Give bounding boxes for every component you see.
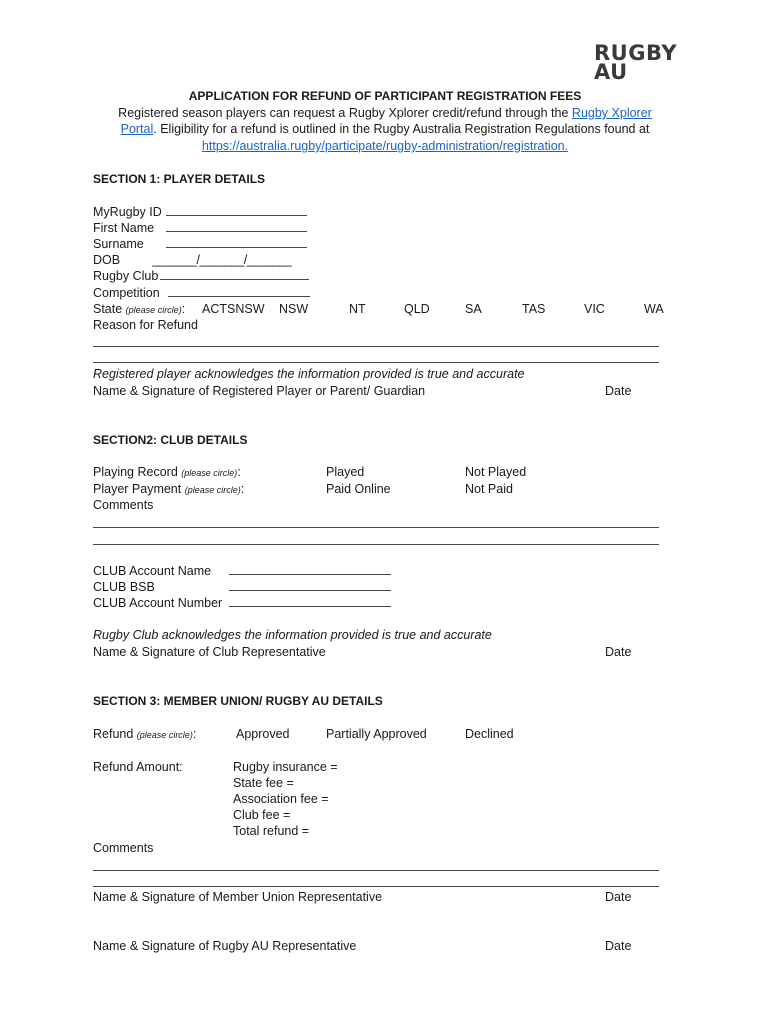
- section1-heading: SECTION 1: PLAYER DETAILS: [93, 172, 266, 186]
- state-option-actnsw[interactable]: ACTSNSW: [202, 302, 265, 316]
- refund-text: Refund: [93, 727, 134, 741]
- rugby-au-logo: [594, 41, 678, 84]
- reason-line-2[interactable]: [93, 362, 659, 363]
- myrugby-id-field[interactable]: [166, 204, 307, 216]
- rugby-club-field[interactable]: [160, 268, 309, 280]
- state-option-nsw[interactable]: NSW: [279, 302, 309, 316]
- registration-url-link[interactable]: https://australia.rugby/participate/rugby-administration/registration.: [201, 139, 569, 153]
- state-fee-label: State fee =: [233, 776, 294, 790]
- player-signature-label: Name & Signature of Registered Player or Parent/ Guardian: [93, 384, 426, 398]
- rugby-club-label: Rugby Club: [93, 269, 159, 283]
- state-option-vic[interactable]: VIC: [584, 302, 605, 316]
- surname-label: Surname: [93, 237, 144, 251]
- player-payment-text: Player Payment: [93, 482, 182, 496]
- intro-text-1: Registered season players can request a Rugby Xplorer credit/refund through the: [118, 106, 572, 120]
- club-comments-line-2[interactable]: [93, 544, 659, 545]
- club-account-number-field[interactable]: [229, 595, 391, 607]
- club-bsb-field[interactable]: [229, 579, 391, 591]
- club-comments-line-1[interactable]: [93, 527, 659, 528]
- state-label: [93, 301, 185, 318]
- not-played-option[interactable]: Not Played: [465, 465, 527, 479]
- club-account-name-field[interactable]: [229, 563, 391, 575]
- section2-heading: SECTION2: CLUB DETAILS: [93, 433, 248, 447]
- player-date-label: Date: [605, 384, 632, 398]
- club-signature-label: Name & Signature of Club Representative: [93, 645, 326, 659]
- surname-field[interactable]: [166, 236, 307, 248]
- intro-line-1: [0, 105, 770, 121]
- mu-comments-label: Comments: [93, 841, 154, 855]
- portal-link[interactable]: Portal: [120, 122, 154, 136]
- club-fee-label: Club fee =: [233, 808, 291, 822]
- player-payment-colon: :: [240, 482, 245, 496]
- club-bsb-label: CLUB BSB: [93, 580, 155, 594]
- player-payment-label: [93, 481, 244, 498]
- intro-line-3: [0, 138, 770, 154]
- competition-field[interactable]: [168, 285, 310, 297]
- paid-online-option[interactable]: Paid Online: [326, 482, 391, 496]
- club-account-number-label: CLUB Account Number: [93, 596, 223, 610]
- refund-note: (please circle): [136, 730, 193, 740]
- association-fee-label: Association fee =: [233, 792, 329, 806]
- declined-option[interactable]: Declined: [465, 727, 514, 741]
- club-acknowledgement: Rugby Club acknowledges the information provided is true and accurate: [93, 628, 492, 642]
- first-name-field[interactable]: [166, 220, 307, 232]
- club-comments-label: Comments: [93, 498, 154, 512]
- state-colon: :: [181, 302, 186, 316]
- playing-record-text: Playing Record: [93, 465, 178, 479]
- au-date-label: Date: [605, 939, 632, 953]
- rugby-insurance-label: Rugby insurance =: [233, 760, 338, 774]
- partially-approved-option[interactable]: Partially Approved: [326, 727, 427, 741]
- form-title: APPLICATION FOR REFUND OF PARTICIPANT REGISTRATION FEES: [188, 89, 582, 103]
- player-payment-note: (please circle): [184, 485, 241, 495]
- first-name-label: First Name: [93, 221, 155, 235]
- mu-signature-label: Name & Signature of Member Union Representative: [93, 890, 383, 904]
- approved-option[interactable]: Approved: [236, 727, 290, 741]
- dob-field[interactable]: _______/_______/_______: [152, 253, 292, 267]
- mu-comments-line-2[interactable]: [93, 886, 659, 887]
- player-acknowledgement: Registered player acknowledges the information provided is true and accurate: [93, 367, 525, 381]
- competition-label: Competition: [93, 286, 160, 300]
- state-note: (please circle): [125, 305, 182, 315]
- dob-label: DOB: [93, 253, 121, 267]
- logo-line-2: AU: [594, 60, 628, 84]
- state-text: State: [93, 302, 123, 316]
- playing-record-note: (please circle): [181, 468, 238, 478]
- state-option-tas[interactable]: TAS: [522, 302, 546, 316]
- rugby-xplorer-link[interactable]: Rugby Xplorer: [571, 106, 652, 120]
- not-paid-option[interactable]: Not Paid: [465, 482, 513, 496]
- club-account-name-label: CLUB Account Name: [93, 564, 212, 578]
- reason-line-1[interactable]: [93, 346, 659, 347]
- playing-record-label: [93, 464, 241, 481]
- au-signature-label: Name & Signature of Rugby AU Representative: [93, 939, 357, 953]
- mu-date-label: Date: [605, 890, 632, 904]
- state-option-nt[interactable]: NT: [349, 302, 366, 316]
- mu-comments-line-1[interactable]: [93, 870, 659, 871]
- myrugby-id-label: MyRugby ID: [93, 205, 162, 219]
- intro-text-2: . Eligibility for a refund is outlined in the Rugby Australia Registration Regulations found at: [153, 122, 650, 136]
- state-option-sa[interactable]: SA: [465, 302, 482, 316]
- reason-label: Reason for Refund: [93, 318, 198, 332]
- section3-heading: SECTION 3: MEMBER UNION/ RUGBY AU DETAILS: [93, 694, 383, 708]
- played-option[interactable]: Played: [326, 465, 365, 479]
- state-option-qld[interactable]: QLD: [404, 302, 430, 316]
- playing-record-colon: :: [237, 465, 241, 479]
- total-refund-label: Total refund =: [233, 824, 310, 838]
- refund-amount-label: Refund Amount:: [93, 760, 183, 774]
- refund-label: [93, 726, 196, 743]
- intro-line-2: [0, 121, 770, 137]
- logo-line-1: RUGBY: [594, 41, 678, 65]
- state-option-wa[interactable]: WA: [644, 302, 664, 316]
- club-date-label: Date: [605, 645, 632, 659]
- refund-colon: :: [192, 727, 197, 741]
